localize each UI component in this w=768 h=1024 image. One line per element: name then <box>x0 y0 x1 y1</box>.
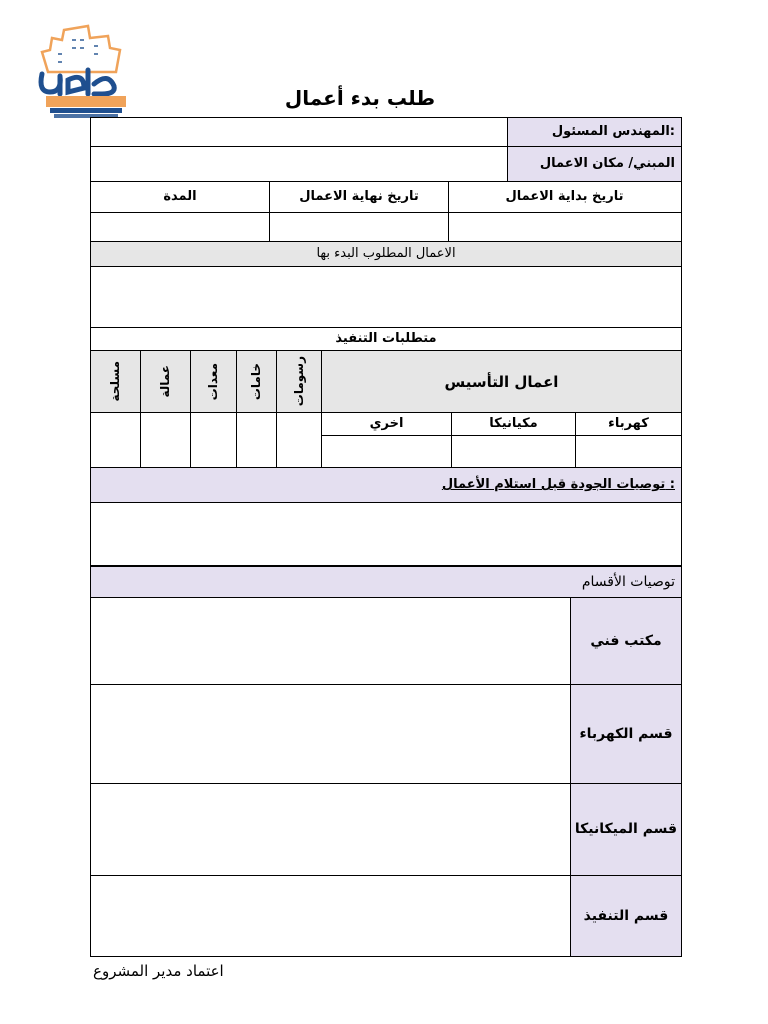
quality-body[interactable] <box>91 503 681 565</box>
dept-electrical-label: قسم الكهرباء <box>571 685 681 783</box>
other-value[interactable] <box>322 436 451 467</box>
dept-technical-office-notes[interactable] <box>91 598 570 684</box>
dept-execution-label: قسم التنفيذ <box>571 876 681 956</box>
building-label: المبني/ مكان الاعمال <box>508 147 681 181</box>
dept-electrical-notes[interactable] <box>91 685 570 783</box>
start-date-label: تاريخ بداية الاعمال <box>505 189 624 205</box>
req-col-drawings: رسومات <box>277 351 321 412</box>
mechanical-value[interactable] <box>452 436 575 467</box>
sub-col-mechanical: مكيانيكا <box>489 416 538 432</box>
duration-label: المدة <box>163 189 197 205</box>
work-start-request-form <box>90 117 682 957</box>
foundation-works-header: اعمال التأسيس <box>322 351 681 412</box>
sub-col-electrical: كهرباء <box>608 416 649 432</box>
engineer-input[interactable] <box>91 118 507 146</box>
departments-header: توصيات الأقسام <box>91 567 681 597</box>
requirements-header: متطلبات التنفيذ <box>335 331 437 347</box>
electrical-value[interactable] <box>576 436 681 467</box>
dept-mechanical-notes[interactable] <box>91 784 570 875</box>
engineer-label: المهندس المسئول: <box>508 118 681 146</box>
duration-input[interactable] <box>91 213 269 241</box>
req-col-equipment: معدات <box>191 351 236 412</box>
dept-mechanical-label: قسم الميكانيكا <box>571 784 681 875</box>
building-input[interactable] <box>91 147 507 181</box>
start-date-input[interactable] <box>448 213 681 241</box>
req-col-materials: خامات <box>237 351 276 412</box>
form-title: طلب بدء أعمال <box>284 86 436 110</box>
req-col-labor: عمالة <box>141 351 190 412</box>
sub-col-other: اخري <box>369 416 404 432</box>
dept-execution-notes[interactable] <box>91 876 570 956</box>
works-body[interactable] <box>91 267 681 327</box>
end-date-input[interactable] <box>270 213 448 241</box>
end-date-label: تاريخ نهاية الاعمال <box>299 189 419 205</box>
req-col-armed: مسلحة <box>91 351 140 412</box>
project-manager-approval: اعتماد مدير المشروع <box>93 962 224 980</box>
quality-header: توصيات الجودة قبل استلام الأعمال : <box>91 468 681 502</box>
dept-technical-office-label: مكتب فني <box>571 598 681 684</box>
works-header: الاعمال المطلوب البدء بها <box>91 242 681 266</box>
